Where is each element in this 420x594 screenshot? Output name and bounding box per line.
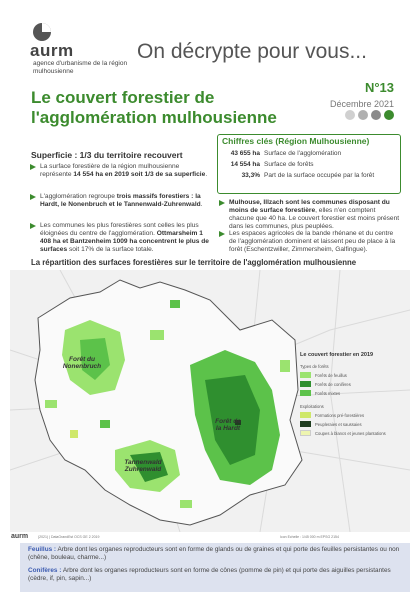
- paragraph-text: L'agglomération regroupe trois massifs forestiers : la Hardt, le Nonenbruch et le Tannenwald-Zuhrenwald.: [40, 193, 203, 208]
- legend-label: Forêts de conifères: [315, 381, 351, 387]
- issue-date: Décembre 2021: [329, 99, 394, 109]
- glossary-feuillus: [28, 546, 400, 562]
- key-figure-row: [222, 161, 314, 168]
- map-label-nonenbruch: Forêt du Nonenbruch: [62, 356, 102, 370]
- map-label-tannenwald: Tannenwald Zuhrenwald: [124, 459, 162, 473]
- logo-subtitle: agence d'urbanisme de la région mulhousienne: [33, 60, 128, 75]
- map-label-hardt: Forêt de la Hardt: [215, 418, 241, 432]
- map-scale: Icon Echelle : 1/45 000 m EPSG 2154: [280, 535, 339, 539]
- legend-item: [300, 372, 400, 378]
- legend-swatch: [300, 430, 311, 436]
- aurm-logo-mark-icon: [32, 22, 52, 42]
- bullet-triangle-icon: [30, 164, 36, 170]
- map-credits: (2021) | DataGrandEst OCS GE 2 2019: [38, 535, 100, 539]
- paragraph-surface: [40, 163, 210, 179]
- key-figure-row: [222, 150, 341, 157]
- glossary-term: Conifères :: [28, 567, 62, 574]
- key-figure-value: 33,3%: [241, 172, 260, 179]
- legend-swatch: [300, 421, 311, 427]
- paragraph-text: La surface forestière de la région mulhousienne représente 14 554 ha en 2019 soit 1/3 de sa superficie.: [40, 163, 208, 178]
- paragraph-text: Les espaces agricoles de la bande rhénane et du centre de l'agglomération dominent et laissent peu de place à la forêt (Eschentzwiller, Zimmersheim, Galfingue).: [229, 230, 396, 253]
- legend-item: [300, 381, 400, 387]
- bullet-triangle-icon: [30, 223, 36, 229]
- legend-types-title: Types de forêts: [300, 364, 329, 369]
- paragraph-text: Les communes les plus forestières sont celles les plus éloignées du centre de l'agglomération. Ottmarsheim 1 408 ha et Bantzenheim 1009 ha concentrent le plus de surfaces soit 17% de la surface totale.: [40, 222, 209, 253]
- legend-label: Forêts de feuillus: [315, 372, 347, 378]
- legend-label: Formations pré-forestières: [315, 412, 365, 418]
- section-title: Superficie : 1/3 du territoire recouvert: [31, 150, 183, 160]
- paragraph-mulhouse: [229, 199, 401, 231]
- legend-exploit-title: Exploitations: [300, 404, 324, 409]
- key-figure-value: 43 655 ha: [230, 150, 260, 157]
- map-title: La répartition des surfaces forestières sur le territoire de l'agglomération mulhousienne: [31, 258, 357, 267]
- legend-label: Forêts mixtes: [315, 390, 341, 396]
- glossary-text: Arbre dont les organes reproducteurs sont en forme de glands ou de graines et qui porte des feuilles persistantes ou non (chêne, bouleau, charme...): [28, 546, 400, 561]
- key-figure-row: [222, 172, 374, 179]
- key-figure-label: Part de la surface occupée par la forêt: [264, 172, 375, 179]
- logo-name: aurm: [30, 41, 74, 60]
- dot-icon: [345, 110, 355, 120]
- bullet-triangle-icon: [30, 194, 36, 200]
- dot-icon: [384, 110, 394, 120]
- paragraph-communes: [40, 222, 210, 254]
- legend-item: [300, 430, 400, 436]
- glossary-text: Arbre dont les organes reproducteurs sont en forme de cônes (pomme de pin) et qui porte des aiguilles persistantes (cèdre, if, pin, sapin...): [28, 567, 391, 582]
- issue-number: N°13: [364, 80, 394, 95]
- legend-swatch: [300, 390, 311, 396]
- bullet-triangle-icon: [219, 231, 225, 237]
- dot-icon: [371, 110, 381, 120]
- glossary-coniferes: [28, 567, 400, 583]
- legend-swatch: [300, 381, 311, 387]
- legend-swatch: [300, 372, 311, 378]
- paragraph-text: Mulhouse, Illzach sont les communes disposant du moins de surface forestière, elles n'en comptent chacune que 40 ha. Le couvert forestier est moins présent dans les communes, plus peuplées.: [229, 199, 400, 230]
- glossary-term: Feuillus :: [28, 546, 57, 553]
- bullet-triangle-icon: [219, 200, 225, 206]
- header-tagline: On décrypte pour vous...: [137, 40, 367, 63]
- page-title: Le couvert forestier de l'agglomération mulhousienne: [31, 88, 277, 127]
- legend-swatch: [300, 412, 311, 418]
- legend-title: Le couvert forestier en 2019: [300, 352, 374, 358]
- legend-item: [300, 421, 400, 427]
- key-figures-title: Chiffres clés (Région Mulhousienne): [222, 136, 370, 146]
- legend-label: Coupes à blancs et jeunes plantations: [315, 430, 386, 436]
- paragraph-massifs: [40, 193, 210, 209]
- footer-logo: aurm: [11, 533, 29, 540]
- key-figure-label: Surface de l'agglomération: [264, 150, 342, 157]
- dot-icon: [358, 110, 368, 120]
- key-figure-value: 14 554 ha: [230, 161, 260, 168]
- legend-item: [300, 412, 400, 418]
- legend-label: Peupleraies et saussaies: [315, 421, 362, 427]
- series-dots: [345, 110, 394, 120]
- key-figure-label: Surface de forêts: [264, 161, 314, 168]
- legend-item: [300, 390, 400, 396]
- map-legend: [300, 352, 400, 439]
- paragraph-agricole: [229, 230, 401, 254]
